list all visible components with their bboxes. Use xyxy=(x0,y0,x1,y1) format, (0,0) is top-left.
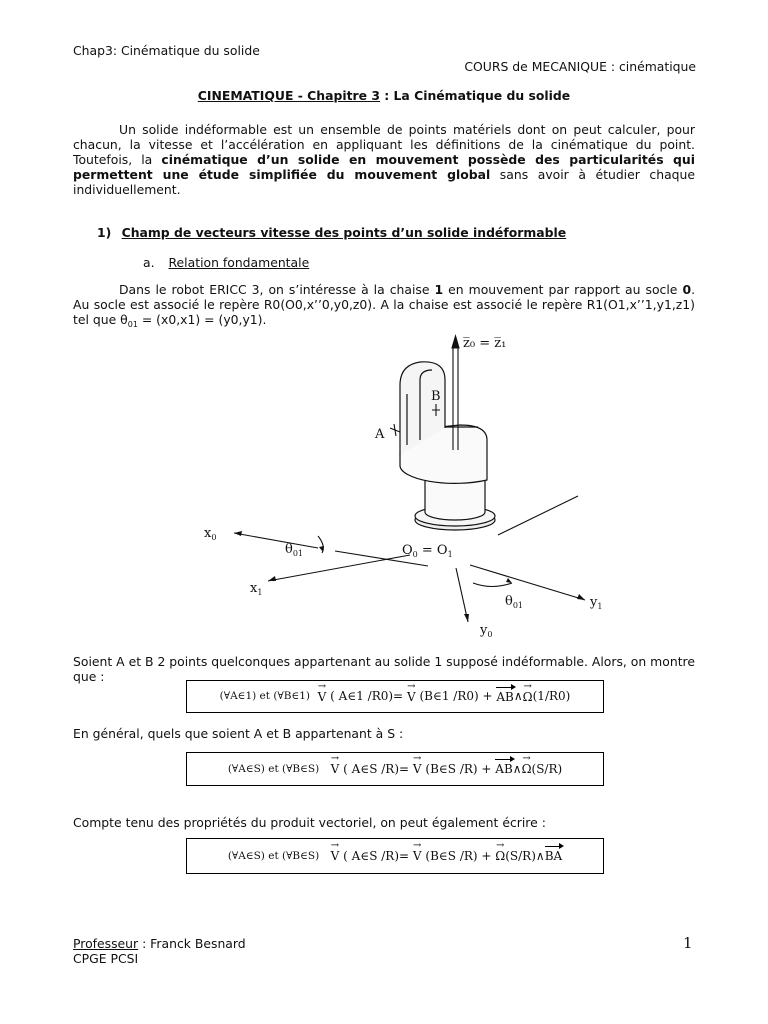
intro-text-1: Un solide indéformable est un ensemble de points matériels dont on peut calculer, pour chacun, la vitesse et l’accélération en appliquant les définitions de la cinématique du point. Toutefois, la xyxy=(73,122,695,167)
intro-bold-text: cinématique d’un solide en mouvement possède des particularités qui permettent une étude simplifiée du mouvement global xyxy=(73,152,695,182)
origin-label: $O_0 = O_1$ xyxy=(402,543,453,559)
x0-axis-line xyxy=(234,533,318,548)
formula-1-ab-vector: AB xyxy=(496,689,514,704)
formula-3-quantifier: (∀A∈S) et (∀B∈S) xyxy=(227,849,320,862)
intro-text-2: sans avoir à étudier chaque individuellement. xyxy=(73,167,695,197)
theta-left-label: $\theta_{01}$ xyxy=(285,542,304,558)
intro-paragraph xyxy=(73,122,695,197)
formula-2-wedge: ∧ xyxy=(512,761,522,776)
formula-1-mid: (B∈1 /R0) + xyxy=(419,689,493,703)
footer-author xyxy=(73,936,246,951)
x1-label: $x_1$ xyxy=(250,581,263,597)
robot-theta-sub: 01 xyxy=(127,320,138,329)
formula-1-v-rhs: → V xyxy=(407,691,416,703)
rear-axis-line xyxy=(498,496,578,535)
formula-3-wedge: ∧ xyxy=(535,848,545,863)
formula-1-v-lhs: → V xyxy=(318,691,327,703)
robot-text-1: Dans le robot ERICC 3, on s’intéresse à la chaise xyxy=(119,282,435,297)
y1-label: $y_1$ xyxy=(590,595,603,611)
z-axis-label: z̅₀ = z̅₁ xyxy=(463,336,507,351)
footer-class: CPGE PCSI xyxy=(73,951,139,966)
formula-1-omega: → Ω xyxy=(523,691,533,703)
formula-2-quantifier: (∀A∈S) et (∀B∈S) xyxy=(227,762,320,775)
compte-paragraph: Compte tenu des propriétés du produit vectoriel, on peut également écrire : xyxy=(73,815,546,830)
formula-1-quantifier: (∀A∈1) et (∀B∈1) xyxy=(219,690,311,702)
robot-bold-1: 1 xyxy=(434,282,444,297)
title-subject: : La Cinématique du solide xyxy=(379,88,571,103)
y0-axis-line xyxy=(456,568,468,622)
page-header-left: Chap3: Cinématique du solide xyxy=(73,43,260,58)
subsection-a-title: Relation fondamentale xyxy=(168,255,310,270)
robot-text-2: en mouvement par rapport au socle xyxy=(443,282,683,297)
footer-role: Professeur xyxy=(73,936,139,951)
y1-axis-line xyxy=(470,565,585,600)
formula-3-omega: → Ω xyxy=(495,850,505,862)
formula-3-ba-vector: BA xyxy=(544,849,563,863)
point-b-label: B xyxy=(431,389,441,404)
theta-right-arrowhead xyxy=(506,578,512,583)
theta-right-arc xyxy=(473,583,512,587)
formula-2-v-lhs: → V xyxy=(331,763,340,775)
theta-right-label: $\theta_{01}$ xyxy=(505,594,524,610)
formula-2-mid: (B∈S /R) + xyxy=(425,761,492,776)
socle-cylinder xyxy=(425,478,485,520)
z-axis-arrowhead xyxy=(452,336,459,348)
formula-2-end: (S/R) xyxy=(531,761,563,776)
formula-3-v-rhs: → V xyxy=(413,850,422,862)
formula-2-omega: → Ω xyxy=(522,763,532,775)
section-1-title: Champ de vecteurs vitesse des points d’un solide indéformable xyxy=(121,225,567,240)
page-header-right: COURS de MECANIQUE : cinématique xyxy=(464,59,696,74)
soient-paragraph: Soient A et B 2 points quelconques appartenant au solide 1 supposé indéformable. Alors, on montre que : xyxy=(73,654,695,684)
section-1-heading xyxy=(97,225,566,240)
formula-3-v-lhs: → V xyxy=(331,850,340,862)
formula-2-ab-vector: AB xyxy=(495,762,513,776)
point-a-marker xyxy=(390,424,400,436)
page-number: 1 xyxy=(683,934,693,952)
y1-arrowhead xyxy=(577,594,585,600)
formula-2-v-rhs: → V xyxy=(413,763,422,775)
section-1-number: 1) xyxy=(97,225,112,240)
point-a-label: A xyxy=(375,427,385,442)
subsection-a-letter: a. xyxy=(143,255,155,270)
formula-3-end: (S/R) xyxy=(505,848,536,863)
robot-text-4: = (x0,x1) = (y0,y1). xyxy=(137,312,267,327)
general-paragraph: En général, quels que soient A et B appartenant à S : xyxy=(73,726,404,741)
formula-1-lhs: ( A∈1 /R0)= xyxy=(330,689,404,703)
x1-arrowhead xyxy=(268,576,276,581)
y0-label: $y_0$ xyxy=(480,623,493,639)
formula-3-mid: (B∈S /R) + xyxy=(425,848,492,863)
formula-box-3 xyxy=(186,838,604,874)
formula-1-end: (1/R0) xyxy=(532,689,571,703)
x0-arrowhead xyxy=(234,531,242,536)
robot-bold-2: 0 xyxy=(682,282,692,297)
x1-axis-line xyxy=(268,555,410,581)
subsection-a-heading xyxy=(143,255,309,270)
robot-figure xyxy=(0,325,768,645)
x0-label: $x_0$ xyxy=(204,526,217,542)
formula-1-wedge: ∧ xyxy=(513,689,523,703)
robot-text-3: . Au socle est associé le repère R0(O0,x’’0,y0,z0). A la chaise est associé le repère R1(O1,x’’1,y1,z1) tel que θ xyxy=(73,282,696,327)
formula-box-1 xyxy=(186,680,604,713)
page-title xyxy=(0,88,768,103)
formula-3-lhs: ( A∈S /R)= xyxy=(343,848,410,863)
footer-name: : Franck Besnard xyxy=(138,936,246,951)
formula-2-lhs: ( A∈S /R)= xyxy=(343,761,410,776)
title-chapter: CINEMATIQUE - Chapitre 3 xyxy=(197,88,380,103)
formula-box-2 xyxy=(186,752,604,786)
